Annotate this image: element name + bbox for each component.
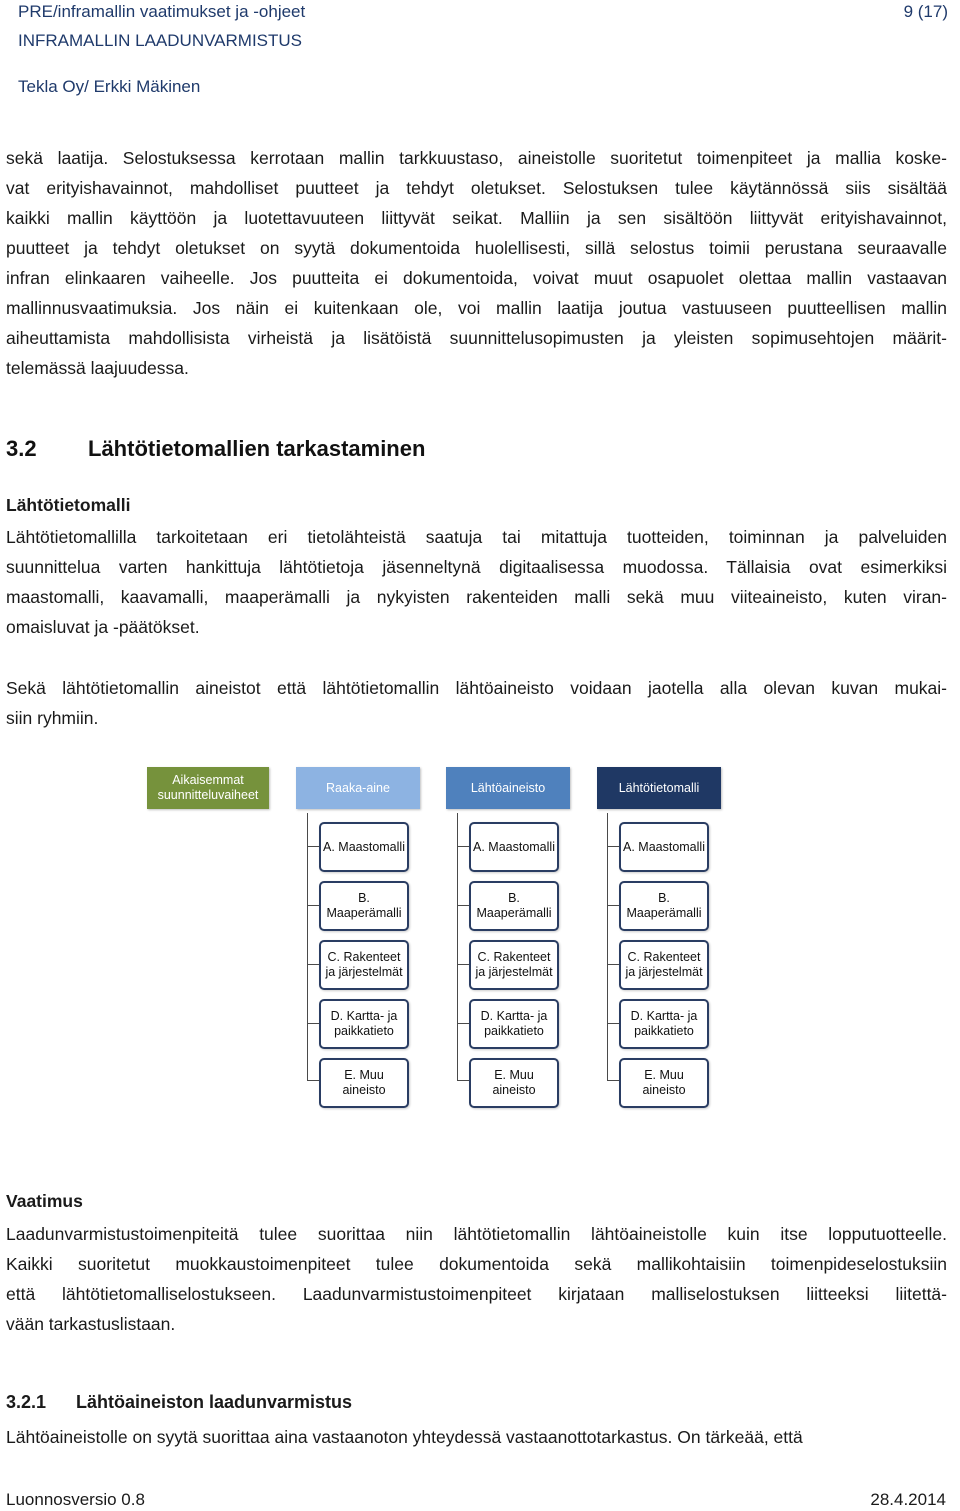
diagram-box-maaperamalli: B. Maaperämalli — [619, 881, 709, 931]
connector-line — [457, 1023, 469, 1024]
diagram-header-lahtotietomalli — [597, 767, 721, 809]
diagram-header-label: Lähtötietomalli — [618, 780, 700, 795]
subsection-title: Lähtöaineiston laadunvarmistus — [76, 1392, 353, 1412]
subsection-heading — [6, 1392, 352, 1413]
diagram-box-kartta: D. Kartta- ja paikkatieto — [619, 999, 709, 1049]
footer-version: Luonnosversio 0.8 — [6, 1490, 145, 1509]
diagram-header-raaka-aine — [296, 767, 420, 809]
connector-line — [607, 905, 619, 906]
diagram-box-maaperamalli: B. Maaperämalli — [469, 881, 559, 931]
text-line: telemässä laajuudessa. — [6, 358, 189, 378]
section-header: INFRAMALLIN LAADUNVARMISTUS — [18, 31, 303, 50]
paragraph-grouping — [6, 673, 947, 733]
section-number: 3.2 — [6, 436, 37, 461]
diagram-box-rakenteet: C. Rakenteet ja järjestelmät — [319, 940, 409, 990]
subsection-number: 3.2.1 — [6, 1392, 47, 1412]
connector-line — [607, 1023, 619, 1024]
text-line: Sekä lähtötietomallin aineistot että lähtötietomallin lähtöaineisto voidaan jaotella alla olevan kuvan mukai- — [6, 678, 947, 698]
text-line: että lähtötietomalliselostukseen. Laadunvarmistustoimenpiteet kirjataan malliselostuksen liitteeksi liitettä- — [6, 1284, 947, 1304]
text-line: sekä laatija. Selostuksessa kerrotaan mallin tarkkuustaso, aineistolle suoritetut toimenpiteet ja mallia koske- — [6, 148, 947, 168]
page-number: 9 (17) — [903, 2, 948, 21]
text-line: Lähtöaineistolle on syytä suorittaa aina vastaanoton yhteydessä vastaanottotarkastus. On tärkeää, että — [6, 1427, 803, 1447]
text-line: mallinnusvaatimuksia. Jos näin ei kuitenkaan ole, voi mallin laatija joutua vastuuseen puutteellisen mallin — [6, 298, 947, 318]
text-line: siin ryhmiin. — [6, 708, 99, 728]
diagram-header-label: Lähtöaineisto — [470, 780, 546, 795]
text-line: Lähtötietomallilla tarkoitetaan eri tietolähteistä saatuja tai mitattuja tuotteiden, toiminnan ja palveluiden — [6, 527, 947, 547]
connector-line — [457, 813, 458, 1080]
text-line: omaisluvat ja -päätökset. — [6, 617, 200, 637]
text-line: aiheuttamista mahdollisista virheistä ja lisätöistä suunnittelusopimusten ja yleisten sopimusehtojen määrit- — [6, 328, 947, 348]
diagram-box-rakenteet: C. Rakenteet ja järjestelmät — [469, 940, 559, 990]
connector-line — [457, 905, 469, 906]
author-line: Tekla Oy/ Erkki Mäkinen — [18, 77, 201, 96]
diagram-box-kartta: D. Kartta- ja paikkatieto — [469, 999, 559, 1049]
connector-line — [607, 1080, 619, 1081]
text-line: infran elinkaaren vaiheelle. Jos puutteita ei dokumentoida, voivat muut osapuolet olettaa mallin vastaavan — [6, 268, 947, 288]
connector-line — [307, 813, 308, 1080]
diagram-box-maastomalli: A. Maastomalli — [619, 822, 709, 872]
diagram-header-label: Raaka-aine — [326, 780, 390, 795]
connector-line — [307, 1080, 319, 1081]
intro-paragraph — [6, 143, 947, 383]
connector-line — [457, 846, 469, 847]
paragraph-definition — [6, 522, 947, 642]
subheading-vaatimus: Vaatimus — [6, 1191, 83, 1211]
connector-line — [307, 905, 319, 906]
text-line: Laadunvarmistustoimenpiteitä tulee suorittaa niin lähtötietomallin lähtöaineistolle kuin itse lopputuotteelle. — [6, 1224, 947, 1244]
diagram-box-kartta: D. Kartta- ja paikkatieto — [319, 999, 409, 1049]
diagram-header-label: Aikaisemmat suunnitteluvaiheet — [157, 773, 259, 802]
text-line: Kaikki suoritetut muokkaustoimenpiteet tulee dokumentoida sekä mallikohtaisiin toimenpideselostuksiin — [6, 1254, 947, 1274]
text-line: maastomalli, kaavamalli, maaperämalli ja nykyisten rakenteiden malli sekä muu viiteaineisto, kuten viran- — [6, 587, 947, 607]
section-title: Lähtötietomallien tarkastaminen — [88, 436, 426, 461]
document-title: PRE/inframallin vaatimukset ja -ohjeet — [18, 2, 306, 21]
diagram-header-aikaisemmat — [147, 767, 269, 809]
connector-line — [307, 964, 319, 965]
footer-date: 28.4.2014 — [870, 1490, 946, 1509]
text-line: vään tarkastuslistaan. — [6, 1314, 176, 1334]
diagram-box-muu: E. Muu aineisto — [319, 1058, 409, 1108]
diagram-box-maastomalli: A. Maastomalli — [319, 822, 409, 872]
diagram-box-maastomalli: A. Maastomalli — [469, 822, 559, 872]
text-line: puutteet ja tehdyt oletukset on syytä dokumentoida huolellisesti, sillä selostus toimii perustana seuraavalle — [6, 238, 947, 258]
text-line: suunnittelua varten hankittuja lähtötietoja jäsenneltynä digitaalisessa muodossa. Tällaisia ovat esimerkiksi — [6, 557, 947, 577]
connector-line — [457, 964, 469, 965]
paragraph-intake — [6, 1422, 947, 1452]
connector-line — [307, 846, 319, 847]
connector-line — [457, 1080, 469, 1081]
text-line: kaikki mallin käyttöön ja luotettavuuteen liittyvät seikat. Malliin ja sen sisältöön liittyvät erityishavainnot, — [6, 208, 947, 228]
text-line: vat erityishavainnot, mahdolliset puutteet ja tehdyt oletukset. Selostuksen tulee käytännössä siis sisältää — [6, 178, 947, 198]
diagram-box-muu: E. Muu aineisto — [619, 1058, 709, 1108]
diagram-box-rakenteet: C. Rakenteet ja järjestelmät — [619, 940, 709, 990]
diagram-box-muu: E. Muu aineisto — [469, 1058, 559, 1108]
connector-line — [607, 964, 619, 965]
diagram-box-maaperamalli: B. Maaperämalli — [319, 881, 409, 931]
connector-line — [607, 846, 619, 847]
diagram-header-lahtoaineisto — [446, 767, 570, 809]
subheading-lahtotietomalli: Lähtötietomalli — [6, 495, 131, 515]
connector-line — [307, 1023, 319, 1024]
paragraph-requirement — [6, 1219, 947, 1339]
section-heading — [6, 436, 425, 462]
connector-line — [607, 813, 608, 1080]
